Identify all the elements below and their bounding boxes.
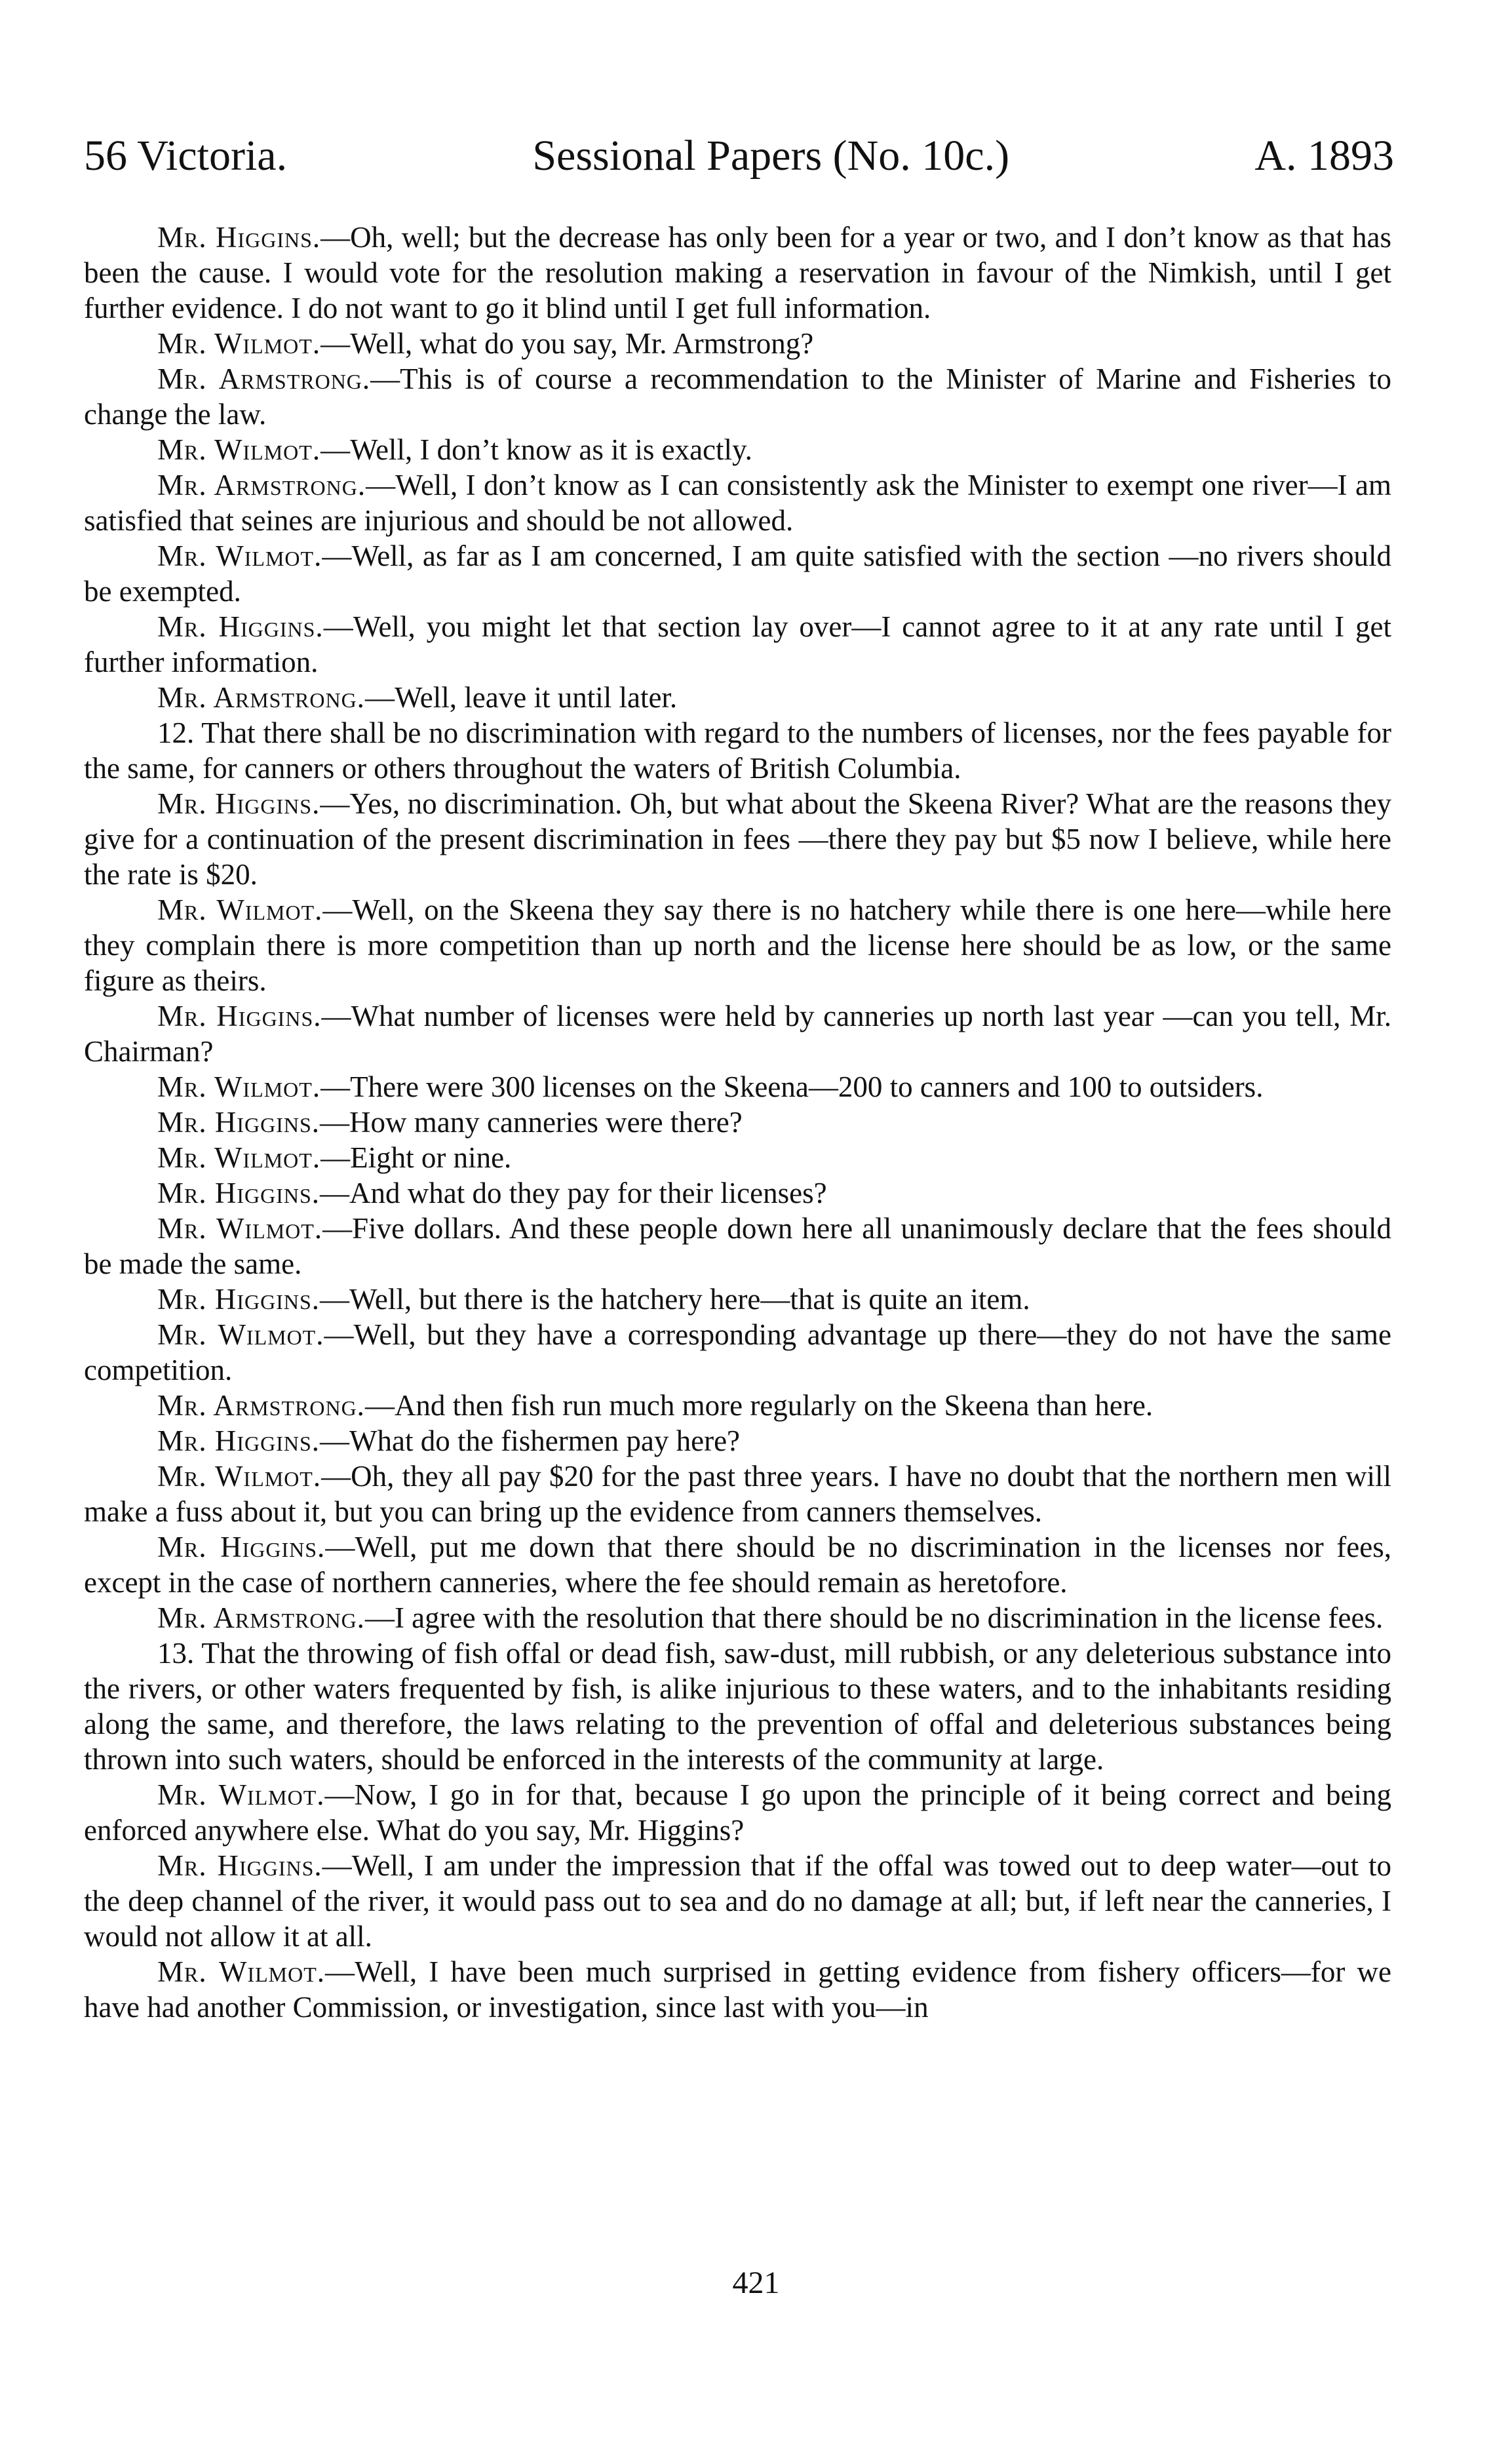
paragraph [84, 1140, 1391, 1175]
speaker-name: Mr. Higgins. [157, 1283, 320, 1316]
speaker-name: Mr. Armstrong. [157, 469, 366, 501]
paragraph [84, 467, 1391, 538]
paragraph-text: —There were 300 licenses on the Skeena—200 to canners and 100 to outsiders. [320, 1070, 1264, 1103]
speaker-name: Mr. Armstrong. [157, 362, 371, 395]
speaker-name: Mr. Wilmot. [157, 1778, 325, 1811]
paragraph-text: —Well, on the Skeena they say there is no hatchery while there is one here—while here they complain there is more competition than up north and the license here should be as low, or the same figure as theirs. [84, 893, 1391, 997]
paragraph [84, 1529, 1391, 1600]
paragraph [84, 1423, 1391, 1459]
paragraph [84, 1848, 1391, 1954]
speaker-name: Mr. Wilmot. [157, 1070, 321, 1103]
speaker-name: Mr. Higgins. [157, 610, 324, 643]
paragraph [84, 1211, 1391, 1282]
paragraph-text: —Well, put me down that there should be no discrimination in the licenses nor fees, except in the case of northern canneries, where the fee should remain as heretofore. [84, 1531, 1391, 1599]
paragraph [84, 1600, 1391, 1636]
paragraph [84, 786, 1391, 892]
header-year: A. 1893 [1254, 132, 1394, 180]
speaker-name: Mr. Higgins. [157, 1531, 326, 1563]
paragraph-text: —Oh, well; but the decrease has only been for a year or two, and I don’t know as that has been the cause. I would vote for the resolution making a reservation in favour of the Nimkish, until I get further evidence. I do not want to go it blind until I get full information. [84, 221, 1391, 324]
paragraph [84, 998, 1391, 1069]
paragraph-text: —And then fish run much more regularly on the Skeena than here. [364, 1389, 1153, 1422]
paragraph-text: —Well, you might let that section lay over—I cannot agree to it at any rate until I get further information. [84, 610, 1391, 678]
paragraph-text: —Oh, they all pay $20 for the past three years. I have no doubt that the northern men will make a fuss about it, but you can bring up the evidence from canners themselves. [84, 1460, 1391, 1528]
speaker-name: Mr. Wilmot. [157, 433, 321, 466]
speaker-name: Mr. Wilmot. [157, 1460, 322, 1493]
paragraph-text: —Eight or nine. [320, 1141, 512, 1174]
speaker-name: Mr. Wilmot. [157, 1212, 323, 1245]
speaker-name: Mr. Higgins. [157, 1177, 320, 1209]
speaker-name: Mr. Wilmot. [157, 893, 323, 926]
paragraph [84, 538, 1391, 609]
header-volume: 56 Victoria. [84, 132, 288, 180]
paragraph-text: —How many canneries were there? [320, 1106, 743, 1139]
paragraph [84, 1175, 1391, 1211]
paragraph-text: —Well, I have been much surprised in getting evidence from fishery officers—for we have had another Commission, or investigation, since last with you—in [84, 1955, 1391, 2024]
speaker-name: Mr. Higgins. [157, 221, 321, 254]
paragraph [84, 1388, 1391, 1423]
speaker-name: Mr. Higgins. [157, 1106, 320, 1139]
speaker-name: Mr. Higgins. [157, 1000, 322, 1032]
speaker-name: Mr. Wilmot. [157, 1141, 321, 1174]
paragraph-text: —Well, but there is the hatchery here—that is quite an item. [320, 1283, 1030, 1316]
speaker-name: Mr. Wilmot. [157, 1955, 326, 1988]
paragraph-text: —This is of course a recommendation to the Minister of Marine and Fisheries to change the law. [84, 362, 1392, 431]
paragraph-text: 13. That the throwing of fish offal or dead fish, saw-dust, mill rubbish, or any deleterious substance into the rivers, or other waters frequented by fish, is alike injurious to these waters, and to the inhabitants residing along the same, and therefore, the laws relating to the prevention of offal and deleterious substances being thrown into such waters, should be enforced in the interests of the community at large. [84, 1637, 1391, 1776]
page-header [84, 134, 1394, 193]
paragraph-text: —Well, I am under the impression that if the offal was towed out to deep water—out to the deep channel of the river, it would pass out to sea and do no damage at all; but, if left near the canneries, I would not allow it at all. [84, 1849, 1391, 1953]
paragraph-text: —Well, I don’t know as I can consistently ask the Minister to exempt one river—I am satisfied that seines are injurious and should be not allowed. [84, 469, 1391, 537]
paragraph-text: 12. That there shall be no discrimination with regard to the numbers of licenses, nor the fees payable for the same, for canners or others throughout the waters of British Columbia. [84, 716, 1391, 785]
paragraph-text: —I agree with the resolution that there should be no discrimination in the license fees. [364, 1601, 1384, 1634]
speaker-name: Mr. Wilmot. [157, 327, 321, 360]
speaker-name: Mr. Higgins. [157, 1849, 322, 1882]
paragraph-text: —And what do they pay for their licenses? [320, 1177, 827, 1209]
speaker-name: Mr. Armstrong. [157, 1389, 365, 1422]
paragraph [84, 680, 1391, 715]
paragraph [84, 432, 1391, 467]
paragraph [84, 609, 1391, 680]
page-number: 421 [732, 2265, 780, 2300]
speaker-name: Mr. Higgins. [157, 1424, 320, 1457]
paragraph [84, 1777, 1391, 1848]
paragraph [84, 1105, 1391, 1140]
paragraph [84, 1317, 1391, 1388]
header-title: Sessional Papers (No. 10c.) [532, 132, 1010, 180]
paragraph-text: —Well, I don’t know as it is exactly. [320, 433, 752, 466]
paragraph-text: —Yes, no discrimination. Oh, but what about the Skeena River? What are the reasons they give for a continuation of the present discrimination in fees —there they pay but $5 now I believe, while here the rate is $20. [84, 787, 1391, 891]
paragraph-text: —What do the fishermen pay here? [320, 1424, 741, 1457]
paragraph [84, 715, 1391, 786]
paragraph-text: —Well, but they have a corresponding advantage up there—they do not have the same competition. [84, 1318, 1391, 1386]
paragraph-text: —Well, what do you say, Mr. Armstrong? [320, 327, 814, 360]
paragraph [84, 1636, 1391, 1777]
paragraph [84, 1069, 1391, 1105]
body-text [84, 220, 1391, 2025]
paragraph-text: —What number of licenses were held by canneries up north last year —can you tell, Mr. Chairman? [84, 1000, 1391, 1068]
speaker-name: Mr. Wilmot. [157, 1318, 324, 1351]
speaker-name: Mr. Higgins. [157, 787, 320, 820]
paragraph [84, 361, 1391, 432]
paragraph [84, 326, 1391, 361]
paragraph [84, 1954, 1391, 2025]
paragraph [84, 1282, 1391, 1317]
paragraph-text: —Well, leave it until later. [364, 681, 678, 714]
paragraph [84, 892, 1391, 998]
paragraph-text: —Well, as far as I am concerned, I am quite satisfied with the section —no rivers should be exempted. [84, 539, 1391, 608]
paragraph-text: —Five dollars. And these people down here all unanimously declare that the fees should be made the same. [84, 1212, 1391, 1280]
speaker-name: Mr. Armstrong. [157, 681, 365, 714]
paragraph [84, 220, 1391, 326]
speaker-name: Mr. Wilmot. [157, 539, 322, 572]
paragraph [84, 1459, 1391, 1529]
paragraph-text: —Now, I go in for that, because I go upon the principle of it being correct and being enforced anywhere else. What do you say, Mr. Higgins? [84, 1778, 1391, 1847]
speaker-name: Mr. Armstrong. [157, 1601, 365, 1634]
